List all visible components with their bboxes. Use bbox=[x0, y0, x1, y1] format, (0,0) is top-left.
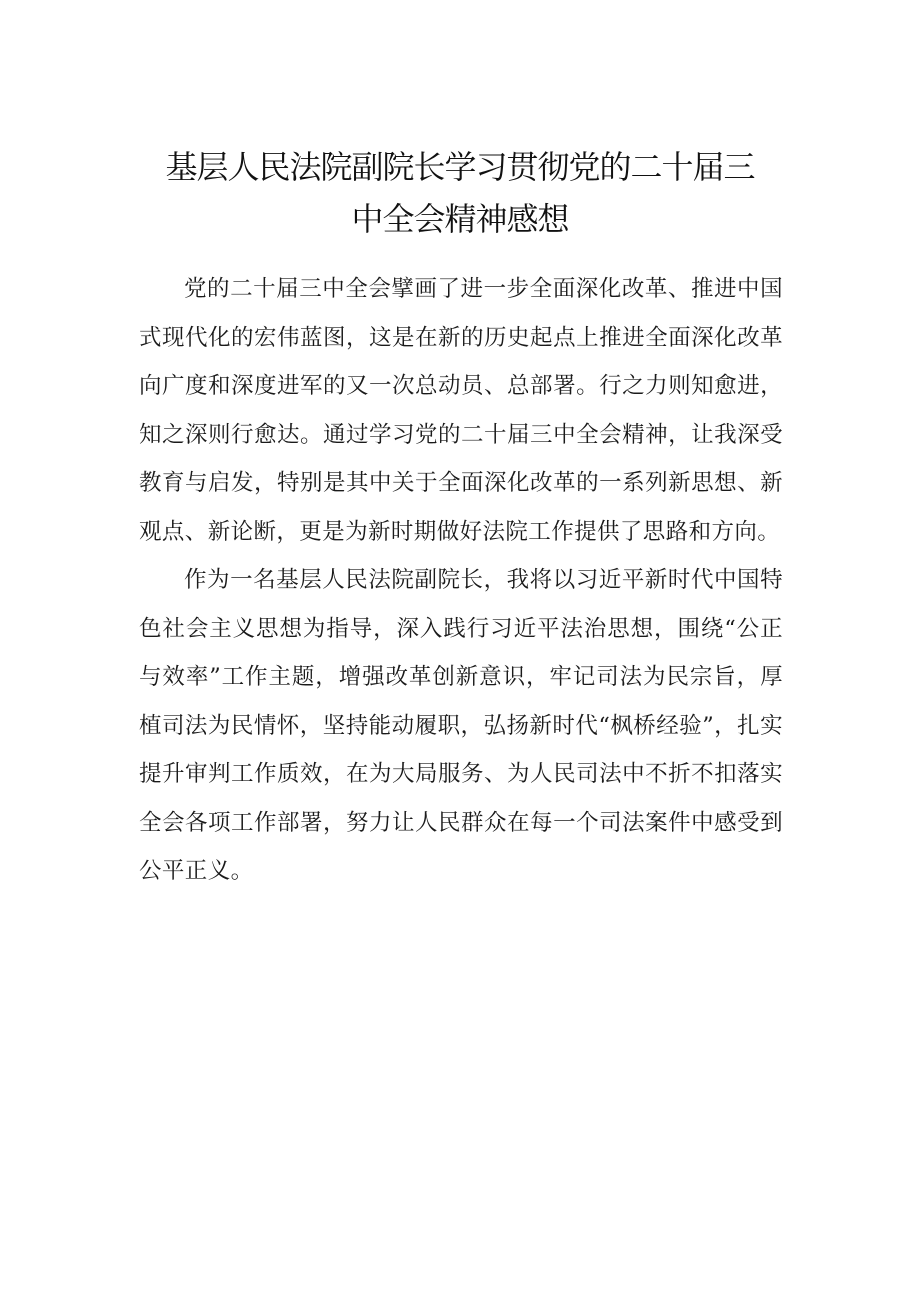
document-body bbox=[139, 265, 783, 896]
paragraph-2: 作为一名基层人民法院副院长，我将以习近平新时代中国特色社会主义思想为指导，深入践行习近平法治思想，围绕“公正与效率”工作主题，增强改革创新意识，牢记司法为民宗旨，厚植司法为民情怀，坚持能动履职，弘扬新时代“枫桥经验”，扎实提升审判工作质效，在为大局服务、为人民司法中不折不扣落实全会各项工作部署，努力让人民群众在每一个司法案件中感受到公平正义。 bbox=[139, 567, 783, 884]
document-title bbox=[130, 141, 790, 245]
paragraph-1: 党的二十届三中全会擘画了进一步全面深化改革、推进中国式现代化的宏伟蓝图，这是在新的历史起点上推进全面深化改革向广度和深度进军的又一次总动员、总部署。行之力则知愈进，知之深则行愈达。通过学习党的二十届三中全会精神，让我深受教育与启发，特别是其中关于全面深化改革的一系列新思想、新观点、新论断，更是为新时期做好法院工作提供了思路和方向。 bbox=[139, 276, 783, 545]
title-line-1: 基层人民法院副院长学习贯彻党的二十届三 bbox=[165, 148, 755, 186]
title-line-2: 中全会精神感想 bbox=[351, 200, 569, 238]
